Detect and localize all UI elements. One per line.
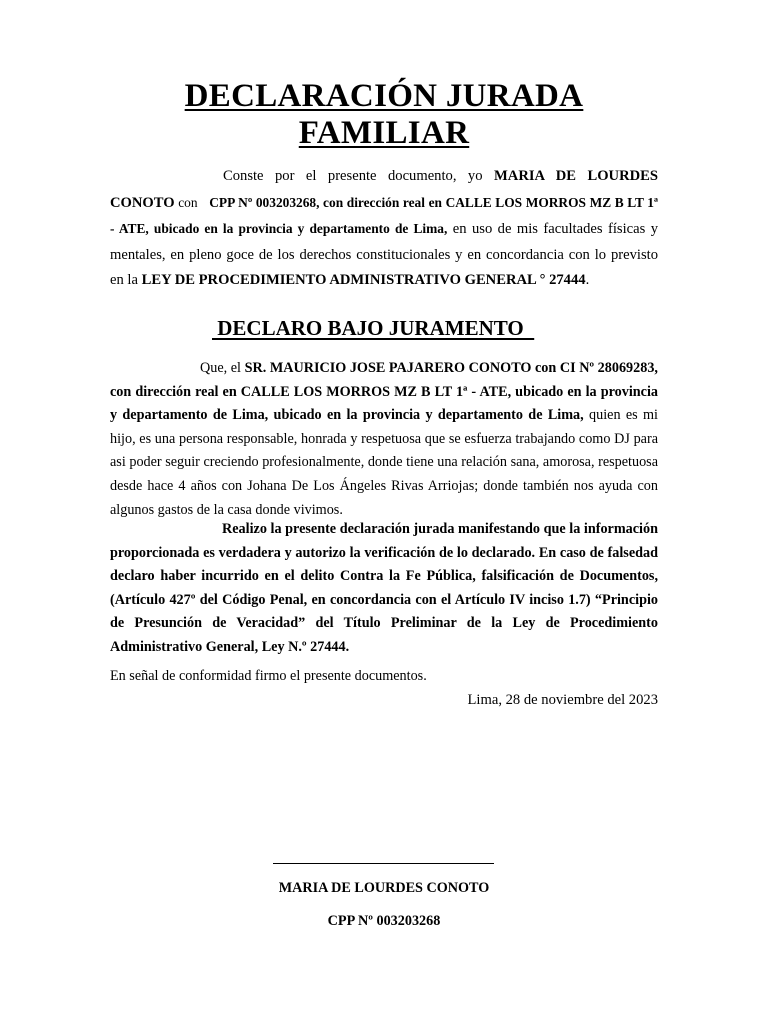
affirmation-text: Realizo la presente declaración jurada manifestando que la información proporcionada es verdadera y autorizo la verificación de lo declarado. En caso de falsedad declaro haber incurrido en el delito Contra la Fe Pública, falsificación de Documentos, (Artículo 427º del Código Penal, en concordancia con el Artículo IV inciso 1.7) “Principio de Presunción de Veracidad” del Título Preliminar de la Ley de Procedimiento Administrativo General, Ley N.º 27444. <box>110 521 658 655</box>
intro-text-4: . <box>585 272 590 288</box>
declarant-id-address: CPP Nº 003203268, con dirección real en CALLE LOS MORROS MZ B LT 1ª - ATE, ubicado en la provincia y departamento de Lima, <box>110 194 658 236</box>
law-reference: LEY DE PROCEDIMIENTO ADMINISTRATIVO GENERAL ° 27444 <box>141 272 586 288</box>
signature-name: MARIA DE LOURDES CONOTO <box>278 880 490 896</box>
document-title-line2: FAMILIAR <box>298 115 470 151</box>
declarant-name: MARIA DE LOURDES CONOTO <box>110 168 659 211</box>
document-title-line1: DECLARACIÓN JURADA <box>184 78 584 114</box>
signature-id: CPP Nº 003203268 <box>327 913 441 929</box>
intro-text-1: Conste por el presente documento, yo <box>223 168 494 184</box>
body-paragraph <box>110 357 658 522</box>
subject-details: SR. MAURICIO JOSE PAJARERO CONOTO con CI Nº 28069283, con dirección real en CALLE LOS MORROS MZ B LT 1ª - ATE, ubicado en la provincia y departamento de Lima, ubicado en la provincia y departamento de Lima, <box>110 360 658 424</box>
body-text-1: Que, el <box>200 360 245 376</box>
intro-paragraph <box>110 164 658 294</box>
place-date: Lima, 28 de noviembre del 2023 <box>467 692 658 708</box>
declaration-heading: DECLARO BAJO JURAMENTO <box>212 316 535 340</box>
signature-line <box>273 863 494 864</box>
affirmation-paragraph <box>110 518 658 660</box>
intro-text-3: en uso de mis facultades físicas y mentales, en pleno goce de los derechos constitucionales y en concordancia con lo previsto en la <box>110 221 658 288</box>
intro-text-2: con <box>174 194 198 210</box>
conformity-statement: En señal de conformidad firmo el presente documentos. <box>110 668 427 684</box>
body-text-2: quien es mi hijo, es una persona responsable, honrada y respetuosa que se esfuerza trabajando como DJ para asi poder seguir creciendo profesionalmente, donde tiene una relación sana, amorosa, respetuosa desde hace 4 años con Johana De Los Ángeles Rivas Arriojas; donde también nos ayuda con algunos gastos de la casa donde vivimos. <box>110 407 658 518</box>
